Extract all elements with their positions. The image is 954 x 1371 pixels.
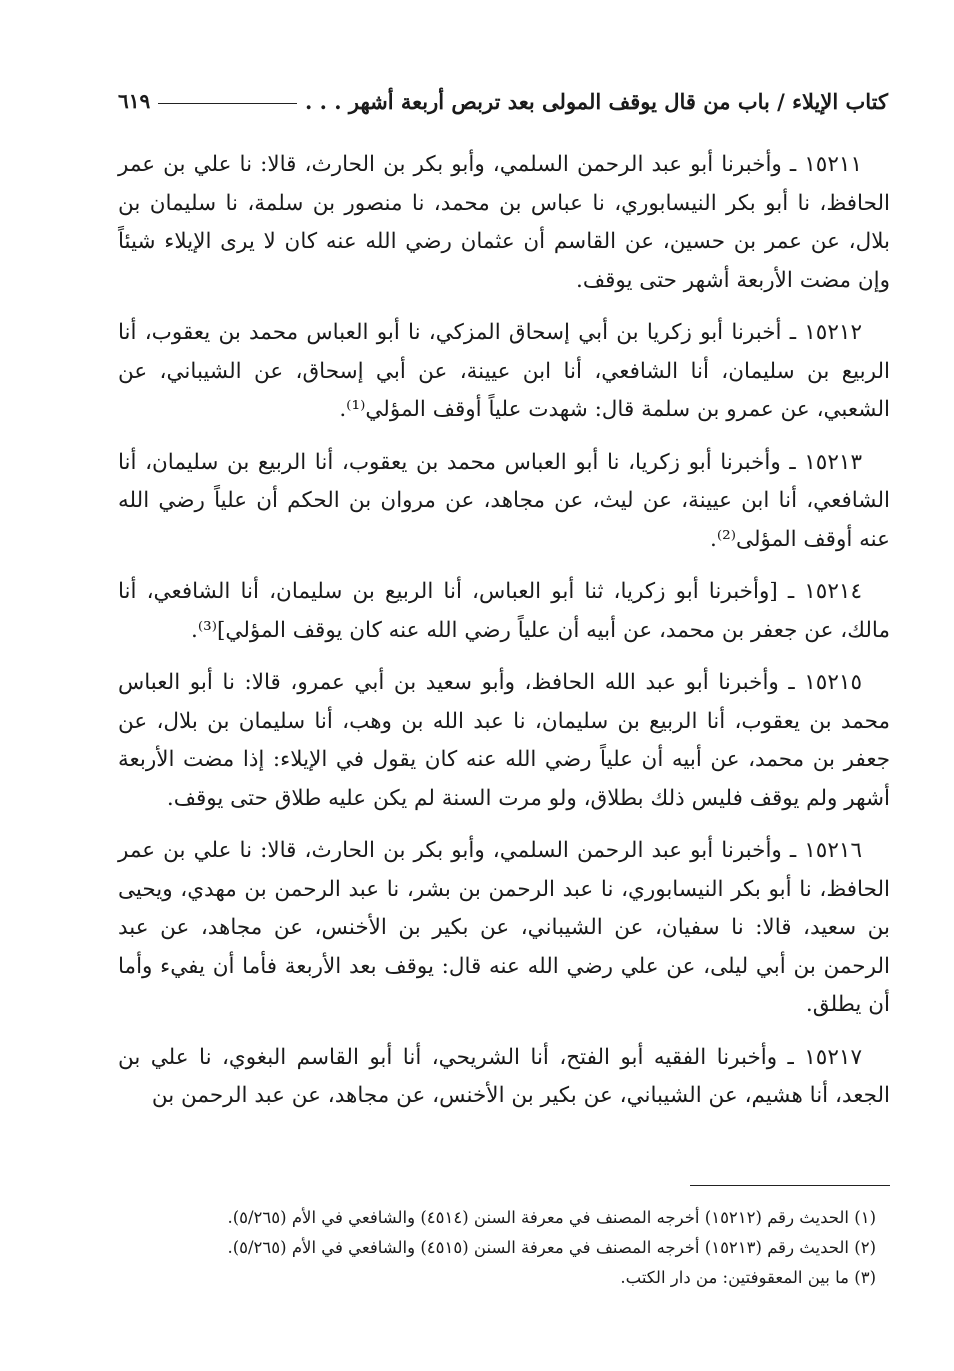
main-text: [118, 146, 890, 1130]
footnote: (١) الحديث رقم (١٥٢١٢) أخرجه المصنف في معرفة السنن (٤٥١٤) والشافعي في الأم (٥/٢٦٥).: [227, 1208, 876, 1227]
footnote: (٢) الحديث رقم (١٥٢١٣) أخرجه المصنف في معرفة السنن (٤٥١٥) والشافعي في الأم (٥/٢٦٥).: [227, 1238, 876, 1257]
hadith-paragraph: ١٥٢١٥ ـ وأخبرنا أبو عبد الله الحافظ، وأبو سعيد بن أبي عمرو، قالا: نا أبو العباس محمد بن يعقوب، أنا الربيع بن سليمان، نا عبد الله بن وهب، أنا سليمان بن بلال، عن جعفر بن محمد، عن أبيه أن علياً رضي الله عنه كان يقول في الإيلاء: إذا مضت الأربعة أشهر ولم يوقف فليس ذلك بطلاق، ولو مرت السنة لم يكن عليه طلاق حتى يوقف.: [118, 670, 890, 811]
hadith-paragraph: ١٥٢١٣ ـ وأخبرنا أبو زكريا، نا أبو العباس محمد بن يعقوب، أنا الربيع بن سليمان، أنا الشافعي، أنا ابن عيينة، عن ليث، عن مجاهد، عن مروان بن الحكم أن علياً رضي الله عنه أوقف المؤلى⁽²⁾.: [118, 449, 890, 552]
page-number: ٦١٩: [118, 89, 151, 113]
footnote-separator: [690, 1185, 890, 1186]
running-header: [118, 84, 888, 118]
hadith-paragraph: ١٥٢١١ ـ وأخبرنا أبو عبد الرحمن السلمي، وأبو بكر بن الحارث، قالا: نا علي بن عمر الحافظ، نا أبو بكر النيسابوري، نا عباس بن محمد، نا منصور بن سلمة، نا سليمان بن بلال، عن عمر بن حسين، عن القاسم أن عثمان رضي الله عنه كان لا يرى الإيلاء شيئاً وإن مضت الأربعة أشهر حتى يوقف.: [118, 152, 890, 293]
hadith-paragraph: ١٥٢١٦ ـ وأخبرنا أبو عبد الرحمن السلمي، وأبو بكر بن الحارث، قالا: نا علي بن عمر الحافظ، نا أبو بكر النيسابوري، نا عبد الرحمن بن بشر، نا عبد الرحمن بن مهدي، ويحيى بن سعيد، قالا: نا سفيان، عن الشيباني، عن بكير بن الأخنس، عن مجاهد، عن عبد الرحمن بن أبي ليلى، عن علي رضي الله عنه قال: يوقف بعد الأربعة فأما أن يفيء وأما أن يطلق.: [118, 838, 890, 1017]
hadith-paragraph: ١٥٢١٤ ـ [وأخبرنا أبو زكريا، ثنا أبو العباس، أنا الربيع بن سليمان، أنا الشافعي، أنا مالك، عن جعفر بن محمد، عن أبيه أن علياً رضي الله عنه كان يوقف المؤلي]⁽³⁾.: [118, 579, 890, 643]
header-rule: [158, 103, 297, 104]
footnotes: [120, 1203, 876, 1293]
footnote: (٣) ما بين المعقوفتين: من دار الكتب.: [620, 1268, 876, 1287]
chapter-title: كتاب الإيلاء / باب من قال يوقف المولى بعد تربص أربعة أشهر . . .: [305, 88, 888, 114]
hadith-paragraph: ١٥٢١٢ ـ أخبرنا أبو زكريا بن أبي إسحاق المزكي، نا أبو العباس محمد بن يعقوب، أنا الربيع بن سليمان، أنا الشافعي، أنا ابن عيينة، عن أبي إسحاق، عن الشيباني، عن الشعبي، عن عمرو بن سلمة قال: شهدت علياً أوقف المؤلي⁽¹⁾.: [118, 320, 890, 422]
hadith-paragraph: ١٥٢١٧ ـ وأخبرنا الفقيه أبو الفتح، أنا الشريحي، أنا أبو القاسم البغوي، نا علي بن الجعد، أنا هشيم، عن الشيباني، عن بكير بن الأخنس، عن مجاهد، عن عبد الرحمن بن: [118, 1044, 890, 1108]
